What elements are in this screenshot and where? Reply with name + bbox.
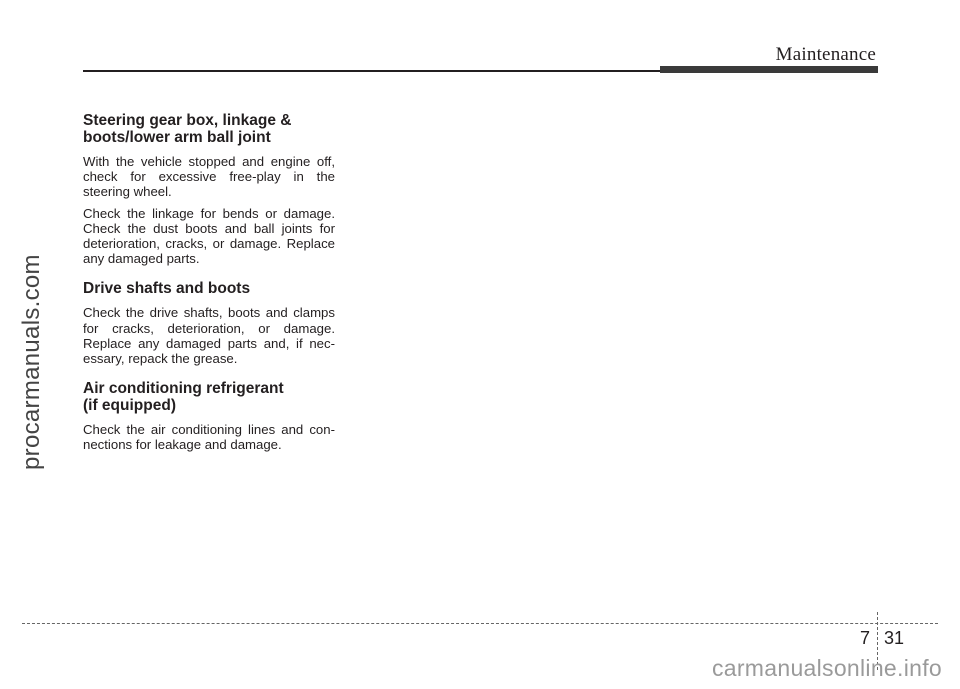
paragraph: Check the linkage for bends or damage. Check the dust boots and ball joints for deterioration, cracks, or damage. Replace any damaged parts. [83, 205, 335, 267]
paragraph: Check the air conditioning lines and con-nections for leakage and damage. [83, 422, 335, 453]
section-heading [83, 280, 335, 297]
side-watermark: procarmanuals.com [18, 254, 45, 470]
paragraph: With the vehicle stopped and engine off, check for excessive free-play in the steering wheel. [83, 154, 335, 200]
bottom-watermark: carmanualsonline.info [711, 655, 942, 681]
content-column [83, 112, 335, 467]
footer-dashed-rule [22, 623, 938, 624]
heading-line-1: Steering gear box, linkage & [83, 112, 292, 129]
page-number: 31 [884, 628, 905, 648]
heading-line-2: boots/lower arm ball joint [83, 129, 271, 146]
header-rule-thick [660, 66, 878, 73]
heading-line-1: Air conditioning refrigerant [83, 380, 284, 398]
paragraph: Check the drive shafts, boots and clamps for cracks, deterioration, or damage. Replace any damaged parts and, if nec-essary, repack the grease. [83, 305, 335, 367]
header-rule-thin [83, 70, 663, 72]
section-drive-shafts [83, 280, 335, 366]
chapter-number: 7 [859, 628, 870, 648]
heading-line-2: (if equipped) [83, 397, 176, 415]
section-heading [83, 112, 335, 146]
section-heading [83, 380, 335, 414]
section-air-conditioning [83, 380, 335, 452]
heading-line-1: Drive shafts and boots [83, 280, 251, 298]
section-title: Maintenance [775, 44, 876, 65]
section-steering [83, 112, 335, 266]
